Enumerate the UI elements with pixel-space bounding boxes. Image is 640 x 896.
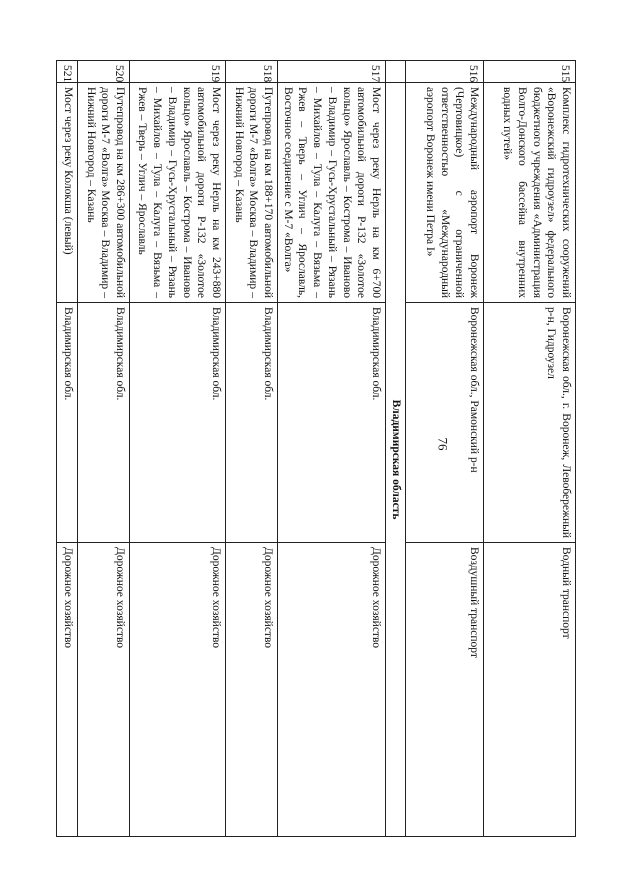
row-number: 521 [57,61,78,83]
region-number-cell [386,61,406,83]
table-row [57,61,78,837]
page-number: 76 [435,437,451,451]
row-number: 519 [129,61,225,83]
facility-name: Международный аэропорт Воронеж (Чертовицкое) с ограниченной ответственностью «Международный аэропорт Воронеж имени Петра I» [406,83,484,303]
facility-type: Дорожное хозяйство [129,543,225,837]
row-number: 515 [484,61,576,83]
facility-type: Дорожное хозяйство [57,543,78,837]
region-title: Владимирская область [386,83,406,837]
facility-type: Водный транспорт [484,543,576,837]
facility-location: Воронежская обл., г. Воронеж, Левобережный р-н, Гидроузел [484,303,576,543]
facility-name: Мост через реку Колокша (левый) [57,83,78,303]
row-number: 516 [406,61,484,83]
facility-name: Мост через реку Нерль на км 243+880 автомобильной дороги Р-132 «Золотое кольцо» Ярославль – Кострома – Иваново – Владимир – Гусь-Хрустальный – Рязань – Михайлов – Тула – Калуга – Вязьма – Ржев – Тверь – Углич – Ярославль [129,83,225,303]
facility-name: Комплекс гидротехнических сооружений «Воронежский гидроузел» федерального бюджетного учреждения «Администрация Волго-Донского бассейна внутренних водных путей» [484,83,576,303]
facility-name: Мост через реку Нерль на км 6+700 автомобильной дороги Р-132 «Золотое кольцо» Ярославль – Кострома – Иваново – Владимир – Гусь-Хрустальный – Рязань – Михайлов – Тула – Калуга – Вязьма – Ржев – Тверь – Углич – Ярославль, Восточное соединение с М-7 «Волга» [277,83,385,303]
facility-location: Владимирская обл. [57,303,78,543]
facility-type: Воздушный транспорт [406,543,484,837]
facility-location: Владимирская обл. [77,303,129,543]
facility-location: Владимирская обл. [129,303,225,543]
facility-type: Дорожное хозяйство [77,543,129,837]
table-row [484,61,576,837]
facilities-table [56,60,576,837]
facility-type: Дорожное хозяйство [277,543,385,837]
facility-name: Путепровод на км 188+170 автомобильной дороги М-7 «Волга» Москва – Владимир – Нижний Новгород – Казань [225,83,277,303]
facility-name: Путепровод на км 286+300 автомобильной дороги М-7 «Волга» Москва – Владимир – Нижний Новгород – Казань [77,83,129,303]
row-number: 518 [225,61,277,83]
table-row [77,61,129,837]
facility-location: Владимирская обл. [225,303,277,543]
rotated-table-container [56,60,576,836]
facility-location: Владимирская обл. [277,303,385,543]
region-header-row [386,61,406,837]
table-row [225,61,277,837]
facility-type: Дорожное хозяйство [225,543,277,837]
table-row [406,61,484,837]
table-row [129,61,225,837]
row-number: 520 [77,61,129,83]
row-number: 517 [277,61,385,83]
table-row [277,61,385,837]
facility-location: Воронежская обл., Рамонский р-н [406,303,484,543]
